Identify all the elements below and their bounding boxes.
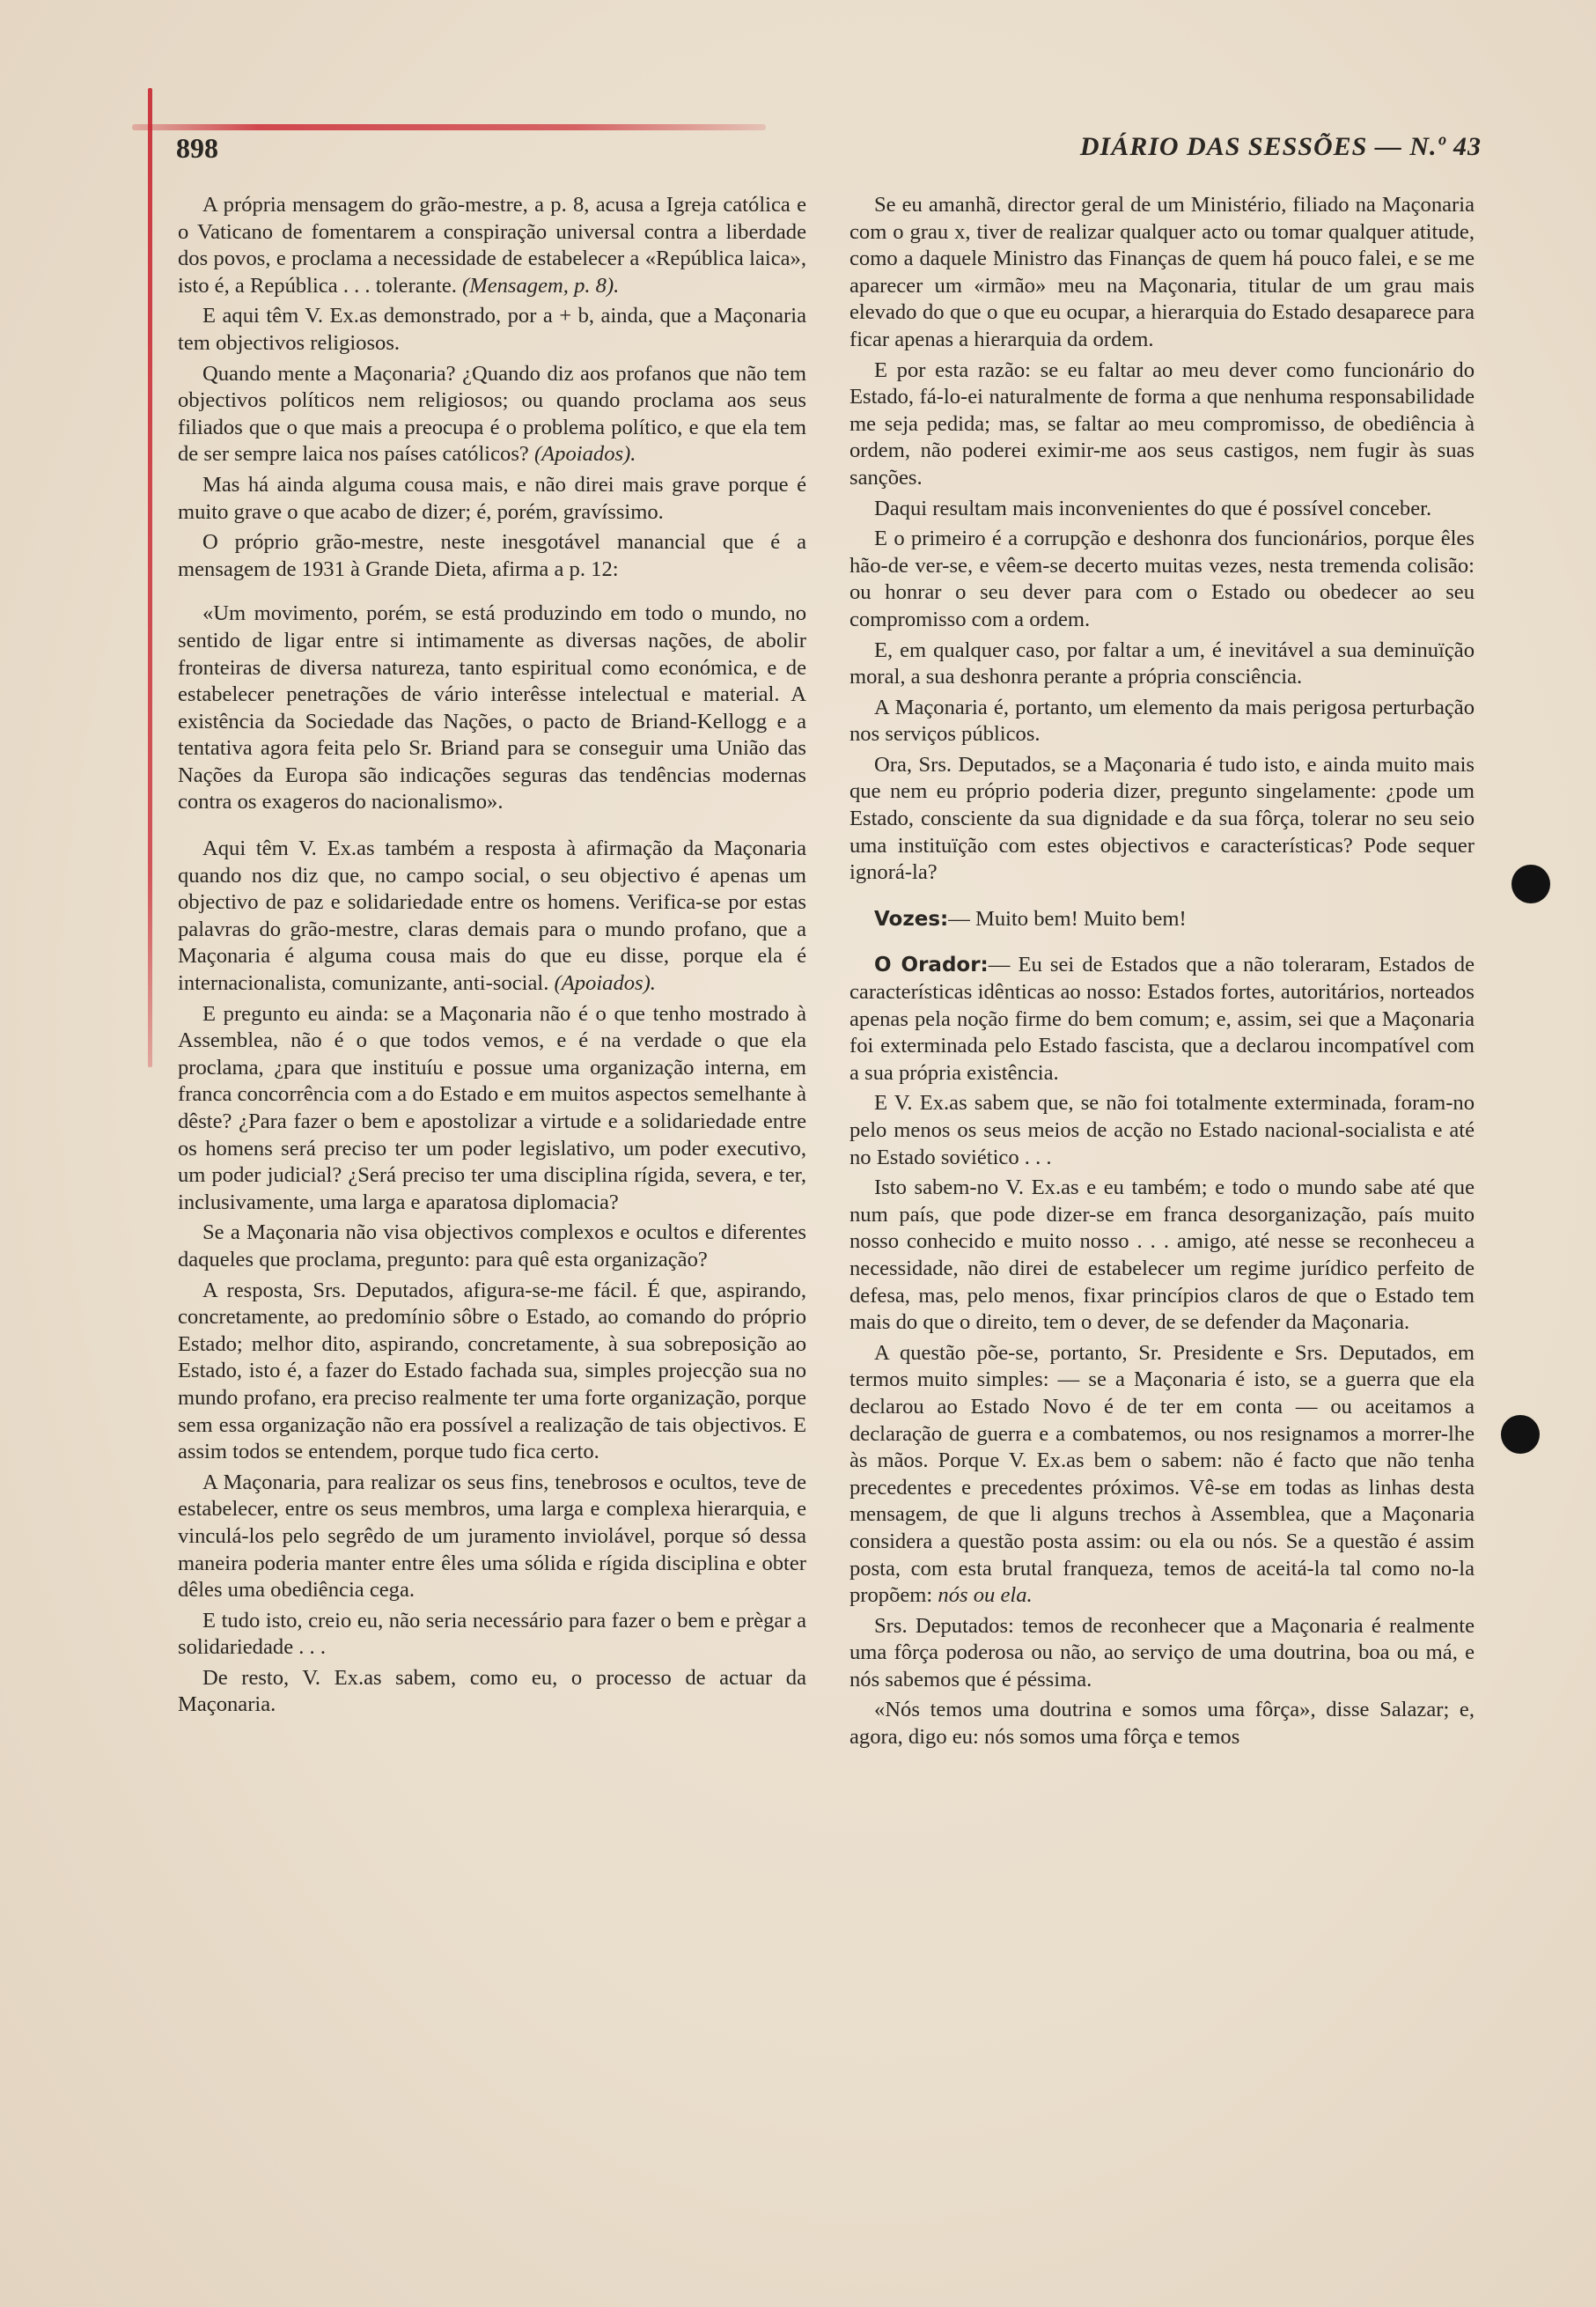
- red-pencil-mark-vertical: [148, 88, 152, 1067]
- paragraph: «Nós temos uma doutrina e somos uma fôrça», disse Salazar; e, agora, digo eu: nós somos uma fôrça e temos: [849, 1698, 1475, 1750]
- page-number: 898: [176, 132, 218, 164]
- interjection: Vozes:— Muito bem! Muito bem!: [874, 906, 1187, 931]
- speaker-label: Vozes:: [874, 907, 949, 931]
- left-column: [178, 192, 806, 1722]
- paragraph: O próprio grão-mestre, neste inesgotável manancial que é a mensagem de 1931 à Grande Dieta, afirma a p. 12:: [178, 530, 806, 581]
- paragraph: Mas há ainda alguma cousa mais, e não direi mais grave porque é muito grave o que acabo de dizer; é, porém, gravíssimo.: [178, 472, 806, 524]
- paragraph: Aqui têm V. Ex.as também a resposta à afirmação da Maçonaria quando nos diz que, no campo social, o seu objectivo é apenas um objectivo de paz e solidariedade entre os homens. Verifica-se por estas palavras do grão-mestre, claras demais para o mundo profano, que a Maçonaria é alguma cousa mais do que eu disse, porque ela é internacionalista, comunizante, anti-social. (Apoiados).: [178, 837, 806, 996]
- paragraph: Daqui resultam mais inconvenientes do que é possível conceber.: [874, 496, 1432, 520]
- paragraph: A questão põe-se, portanto, Sr. Presidente e Srs. Deputados, em termos muito simples: — se a Maçonaria é isto, se a guerra que ela declarou ao Estado Novo é de ter em conta — ou aceitamos a declaração de guerra e a combatemos, ou nos resignamos a morrer-lhe às mãos. Porque V. Ex.as bem o sabem: não é facto que não tenha precedentes e precedentes próximos. Vê-se em todas as linhas desta mensagem, de que li alguns trechos à Assemblea, que a Maçonaria considera a questão posta assim: ou ela ou nós. Se a questão é assim posta, com esta brutal franqueza, temos de aceitá-la tal como no-la propõem: nós ou ela.: [849, 1340, 1475, 1608]
- paragraph: Srs. Deputados: temos de reconhecer que a Maçonaria é realmente uma fôrça poderosa ou não, ao serviço de uma doutrina, boa ou má, e nós sabemos que é péssima.: [849, 1613, 1475, 1692]
- speaker-label: O Orador:: [874, 954, 989, 977]
- paragraph: A resposta, Srs. Deputados, afigura-se-me fácil. É que, aspirando, concretamente, ao predomínio sôbre o Estado, ao comando do próprio Estado; melhor dito, aspirando, concretamente, à sua sobreposição ao Estado, isto é, a fazer do Estado fachada sua, simples projecção sua no mundo profano, era preciso realmente ter uma forte organização, porque sem essa organização não era possível a realização de tais objectivos. E assim todos se entendem, porque tudo fica certo.: [178, 1278, 806, 1464]
- paragraph: Ora, Srs. Deputados, se a Maçonaria é tudo isto, e ainda muito mais que nem eu próprio poderia dizer, pregunto singelamente: ¿pode um Estado, consciente da sua dignidade e da sua fôrça, tolerar no seu seio uma instituïção com estes objectivos e características? Pode sequer ignorá-la?: [849, 752, 1475, 885]
- punch-hole: [1501, 1415, 1540, 1454]
- right-column: [849, 192, 1475, 1755]
- speech: O Orador:— Eu sei de Estados que a não toleraram, Estados de características idênticas ao nosso: Estados fortes, autoritários, norteados apenas pela noção firme do bem comum; e, assim, sei que a Maçonaria foi exterminada pelo Estado fascista, que a declarou incompatível com a sua própria existência.: [849, 953, 1475, 1085]
- paragraph: A própria mensagem do grão-mestre, a p. 8, acusa a Igreja católica e o Vaticano de fomentarem a conspiração universal contra a liberdade dos povos, e proclama a necessidade de estabelecer a «República laica», isto é, a República . . . tolerante. (Mensagem, p. 8).: [178, 193, 806, 298]
- quotation: «Um movimento, porém, se está produzindo em todo o mundo, no sentido de ligar entre si intimamente as diversas nações, de abolir fronteiras de diversa natureza, tanto espiritual como económica, e de estabelecer penetrações de vário interêsse intelectual e material. A existência da Sociedade das Nações, o pacto de Briand-Kellogg e a tentativa agora feita pelo Sr. Briand para se conseguir uma União das Nações da Europa são indicações seguras das tendências modernas contra os exageros do nacionalismo».: [178, 601, 806, 814]
- paragraph: Quando mente a Maçonaria? ¿Quando diz aos profanos que não tem objectivos políticos nem religiosos; ou quando proclama aos seus filiados que o que mais a preocupa é o problema político, e que ela tem de ser sempre laica nos países católicos? (Apoiados).: [178, 361, 806, 467]
- paragraph: E por esta razão: se eu faltar ao meu dever como funcionário do Estado, fá-lo-ei naturalmente de forma a que nenhuma responsabilidade me seja pedida; mas, se faltar ao meu compromisso, de obediência à ordem, não poderei eximir-me aos seus castigos, nem fugir às suas sanções.: [849, 357, 1475, 490]
- paragraph: De resto, V. Ex.as sabem, como eu, o processo de actuar da Maçonaria.: [178, 1665, 806, 1717]
- paragraph: Se a Maçonaria não visa objectivos complexos e ocultos e diferentes daqueles que proclama, pregunto: para quê esta organização?: [178, 1220, 806, 1271]
- paragraph: Isto sabem-no V. Ex.as e eu também; e todo o mundo sabe até que num país, que pode dizer-se em franca desorganização, país muito nosso conhecido e muito nosso . . . amigo, até nesse se reconheceu a necessidade, não direi de estabelecer um regime jurídico perfeito de defesa, mas, pelo menos, fixar princípios claros de que o Estado tem mais do que o direito, tem o dever, de se defender da Maçonaria.: [849, 1176, 1475, 1335]
- punch-hole: [1511, 865, 1550, 903]
- paragraph: Se eu amanhã, director geral de um Ministério, filiado na Maçonaria com o grau x, tiver de realizar qualquer acto ou tomar qualquer atitude, como a daquele Ministro das Finanças de quem há pouco falei, e se me aparecer um «irmão» meu na Maçonaria, titular de um grau mais elevado do que o que eu ocupar, a hierarquia do Estado desaparece para ficar apenas a hierarquia da ordem.: [849, 193, 1475, 351]
- paragraph: E o primeiro é a corrupção e deshonra dos funcionários, porque êles hão-de ver-se, e vêem-se decerto muitas vezes, nesta tremenda colisão: ou honrar o seu dever para com o Estado ou obedecer ao seu compromisso com a ordem.: [849, 527, 1475, 631]
- journal-title: DIÁRIO DAS SESSÕES — N.º 43: [1079, 132, 1482, 161]
- paragraph: A Maçonaria é, portanto, um elemento da mais perigosa perturbação nos serviços públicos.: [849, 695, 1475, 747]
- paragraph: E aqui têm V. Ex.as demonstrado, por a + b, ainda, que a Maçonaria tem objectivos religiosos.: [178, 304, 806, 355]
- paragraph: E tudo isto, creio eu, não seria necessário para fazer o bem e prègar a solidariedade . . .: [178, 1608, 806, 1660]
- page-header: [176, 132, 1482, 176]
- paragraph: E, em qualquer caso, por faltar a um, é inevitável a sua deminuïção moral, a sua deshonra perante a própria consciência.: [849, 638, 1475, 689]
- paragraph: A Maçonaria, para realizar os seus fins, tenebrosos e ocultos, teve de estabelecer, entre os seus membros, uma larga e complexa hierarquia, e vinculá-los pelo segrêdo de um juramento inviolável, porque só dessa maneira poderia manter entre êles uma sólida e rígida disciplina e obter dêles uma obediência cega.: [178, 1470, 806, 1603]
- paragraph: E V. Ex.as sabem que, se não foi totalmente exterminada, foram-no pelo menos os seus meios de acção no Estado nacional-socialista e até no Estado soviético . . .: [849, 1091, 1475, 1169]
- paragraph: E pregunto eu ainda: se a Maçonaria não é o que tenho mostrado à Assemblea, não é o que todos vemos, e é na verdade o que ela proclama, ¿para que instituíu e possue uma organização interna, em franca concorrência com a do Estado e em muitos aspectos semelhante à dêste? ¿Para fazer o bem e apostolizar a virtude e a solidariedade entre os homens será preciso ter um poder legislativo, um poder executivo, um poder judicial? ¿Será preciso ter uma disciplina rígida, severa, e ter, inclusivamente, uma larga e aparatosa diplomacia?: [178, 1001, 806, 1214]
- red-pencil-mark-horizontal: [132, 124, 766, 130]
